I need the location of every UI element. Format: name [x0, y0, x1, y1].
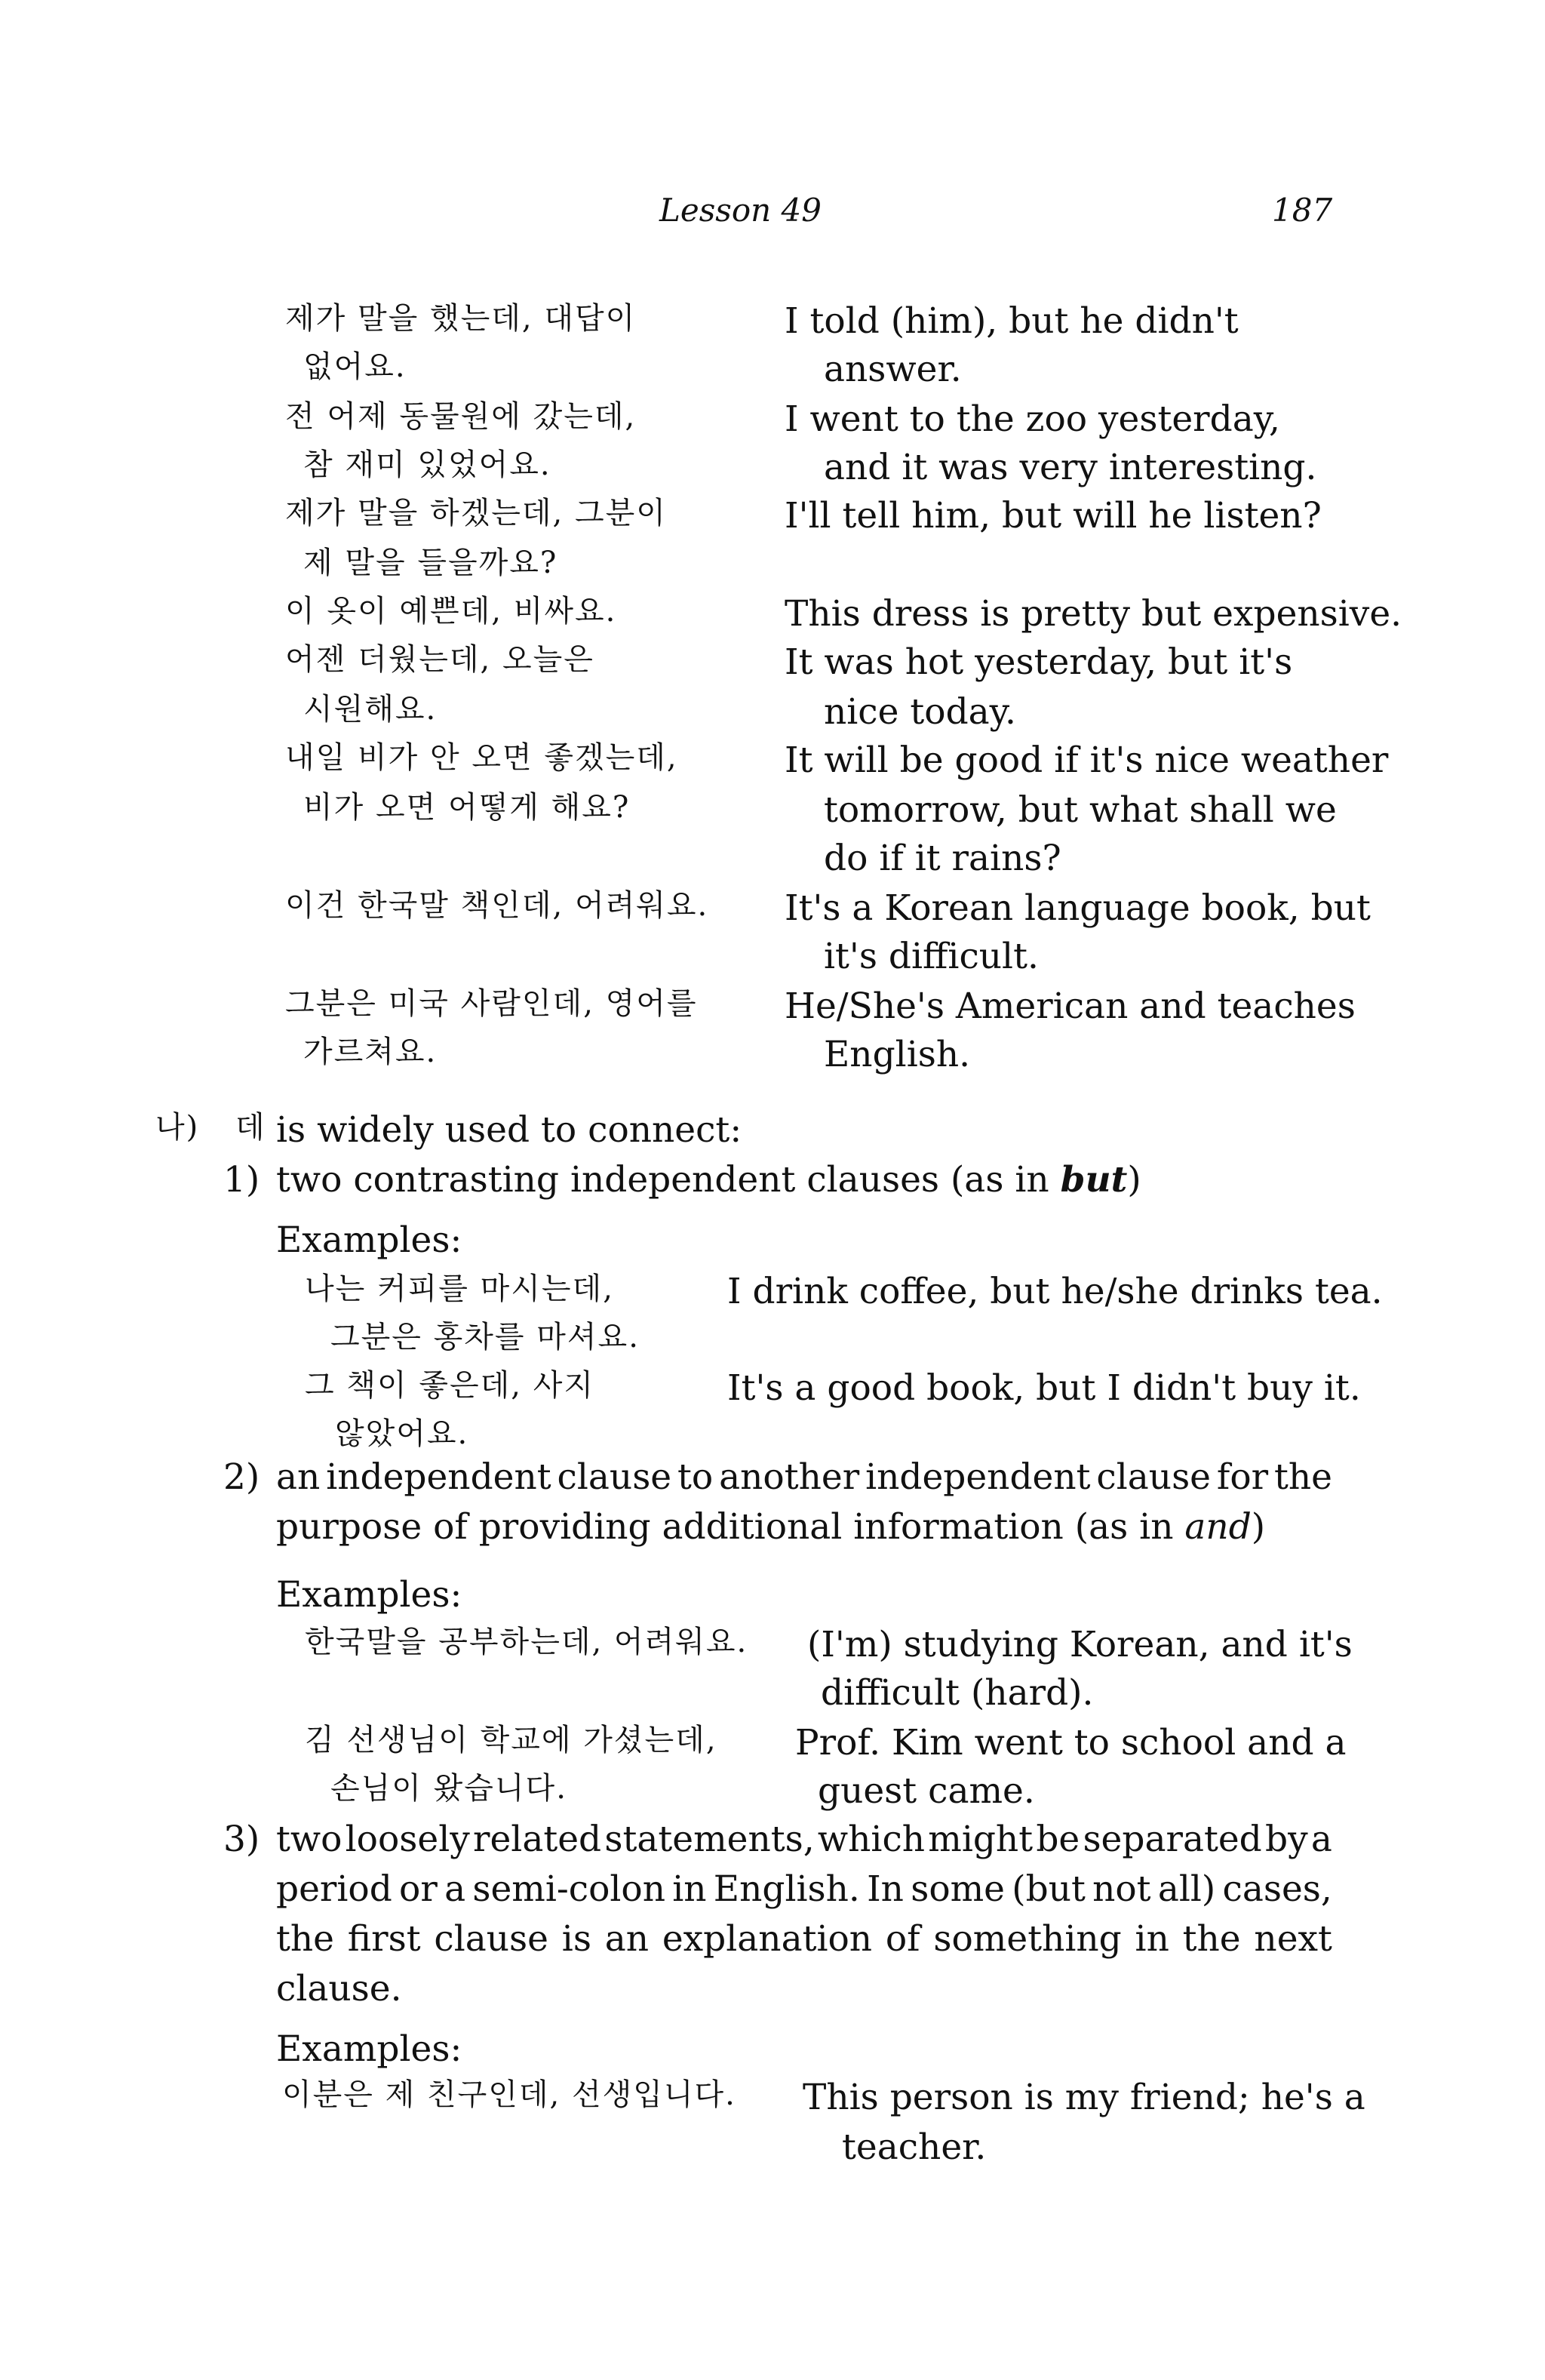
- point-text-line: purpose of providing additional information (as in and): [276, 1506, 1266, 1548]
- example-en: guest came.: [818, 1770, 1035, 1812]
- example-ko: 가르쳐요.: [303, 1035, 438, 1069]
- point-text-line: the first clause is an explanation of something in the next: [276, 1918, 1332, 1960]
- example-ko: 내일 비가 안 오면 좋겠는데,: [285, 740, 678, 775]
- example-en: I'll tell him, but will he listen?: [785, 495, 1322, 537]
- example-ko: 이건 한국말 책인데, 어려워요.: [285, 888, 709, 923]
- examples-label: Examples:: [276, 2028, 462, 2070]
- point-text-line: two loosely related statements, which might be separated by a: [276, 1819, 1332, 1860]
- point-number: 1): [223, 1159, 260, 1201]
- section-de: 데: [235, 1110, 266, 1145]
- example-ko: 한국말을 공부하는데, 어려워요.: [305, 1625, 748, 1659]
- example-ko: 전 어제 동물원에 갔는데,: [285, 399, 637, 434]
- example-en: It's a good book, but I didn't buy it.: [727, 1367, 1361, 1409]
- example-en: He/She's American and teaches: [785, 986, 1356, 1027]
- example-ko: 제가 말을 하겠는데, 그분이: [285, 496, 667, 530]
- example-en: answer.: [824, 349, 962, 390]
- example-ko: 이분은 제 친구인데, 선생입니다.: [282, 2077, 736, 2112]
- point-text: two contrasting independent clauses (as in but): [276, 1159, 1141, 1201]
- example-en: It's a Korean language book, but: [785, 887, 1371, 929]
- point-text-line: period or a semi-colon in English. In some (but not all) cases,: [276, 1868, 1332, 1910]
- example-en: This person is my friend; he's a: [803, 2077, 1365, 2118]
- example-ko: 제가 말을 했는데, 대답이: [285, 301, 637, 336]
- point-text-line: an independent clause to another independent clause for the: [276, 1456, 1332, 1498]
- example-en: I drink coffee, but he/she drinks tea.: [727, 1271, 1383, 1312]
- example-ko: 않았어요.: [335, 1416, 469, 1451]
- examples-label: Examples:: [276, 1574, 462, 1616]
- example-ko: 그분은 미국 사람인데, 영어를: [285, 986, 698, 1021]
- example-en: I told (him), but he didn't: [785, 300, 1239, 342]
- example-en: nice today.: [824, 691, 1016, 733]
- example-en: I went to the zoo yesterday,: [785, 398, 1280, 440]
- lesson-title: Lesson 49: [659, 192, 822, 229]
- example-en: tomorrow, but what shall we: [824, 789, 1337, 831]
- example-ko: 시원해요.: [303, 692, 438, 727]
- section-marker: 나): [155, 1110, 200, 1145]
- example-en: English.: [824, 1034, 971, 1075]
- example-en: difficult (hard).: [821, 1672, 1094, 1714]
- example-en: It was hot yesterday, but it's: [785, 641, 1293, 683]
- example-ko: 김 선생님이 학교에 가셨는데,: [305, 1723, 717, 1757]
- example-ko: 제 말을 들을까요?: [303, 546, 558, 580]
- example-ko: 그분은 홍차를 마셔요.: [330, 1320, 640, 1355]
- example-ko: 나는 커피를 마시는데,: [305, 1271, 614, 1306]
- example-ko: 이 옷이 예쁜데, 비싸요.: [285, 594, 617, 629]
- point-text-line: clause.: [276, 1968, 402, 2009]
- example-en: and it was very interesting.: [824, 447, 1317, 488]
- page-number: 187: [1272, 192, 1333, 229]
- section-intro: is widely used to connect:: [276, 1109, 742, 1151]
- point-number: 2): [223, 1456, 260, 1498]
- example-ko: 그 책이 좋은데, 사지: [305, 1368, 594, 1403]
- example-en: Prof. Kim went to school and a: [795, 1722, 1347, 1763]
- example-en: it's difficult.: [824, 936, 1039, 977]
- example-en: teacher.: [842, 2126, 987, 2168]
- example-ko: 없어요.: [303, 349, 407, 384]
- example-en: It will be good if it's nice weather: [785, 740, 1389, 781]
- example-ko: 손님이 왔습니다.: [330, 1771, 567, 1806]
- example-en: (I'm) studying Korean, and it's: [807, 1624, 1353, 1665]
- example-en: do if it rains?: [824, 838, 1061, 879]
- example-ko: 참 재미 있었어요.: [303, 447, 551, 482]
- example-ko: 비가 오면 어떻게 해요?: [303, 790, 631, 825]
- examples-label: Examples:: [276, 1219, 462, 1261]
- example-en: This dress is pretty but expensive.: [785, 593, 1402, 635]
- example-ko: 어젠 더웠는데, 오늘은: [285, 642, 594, 677]
- point-number: 3): [223, 1819, 260, 1860]
